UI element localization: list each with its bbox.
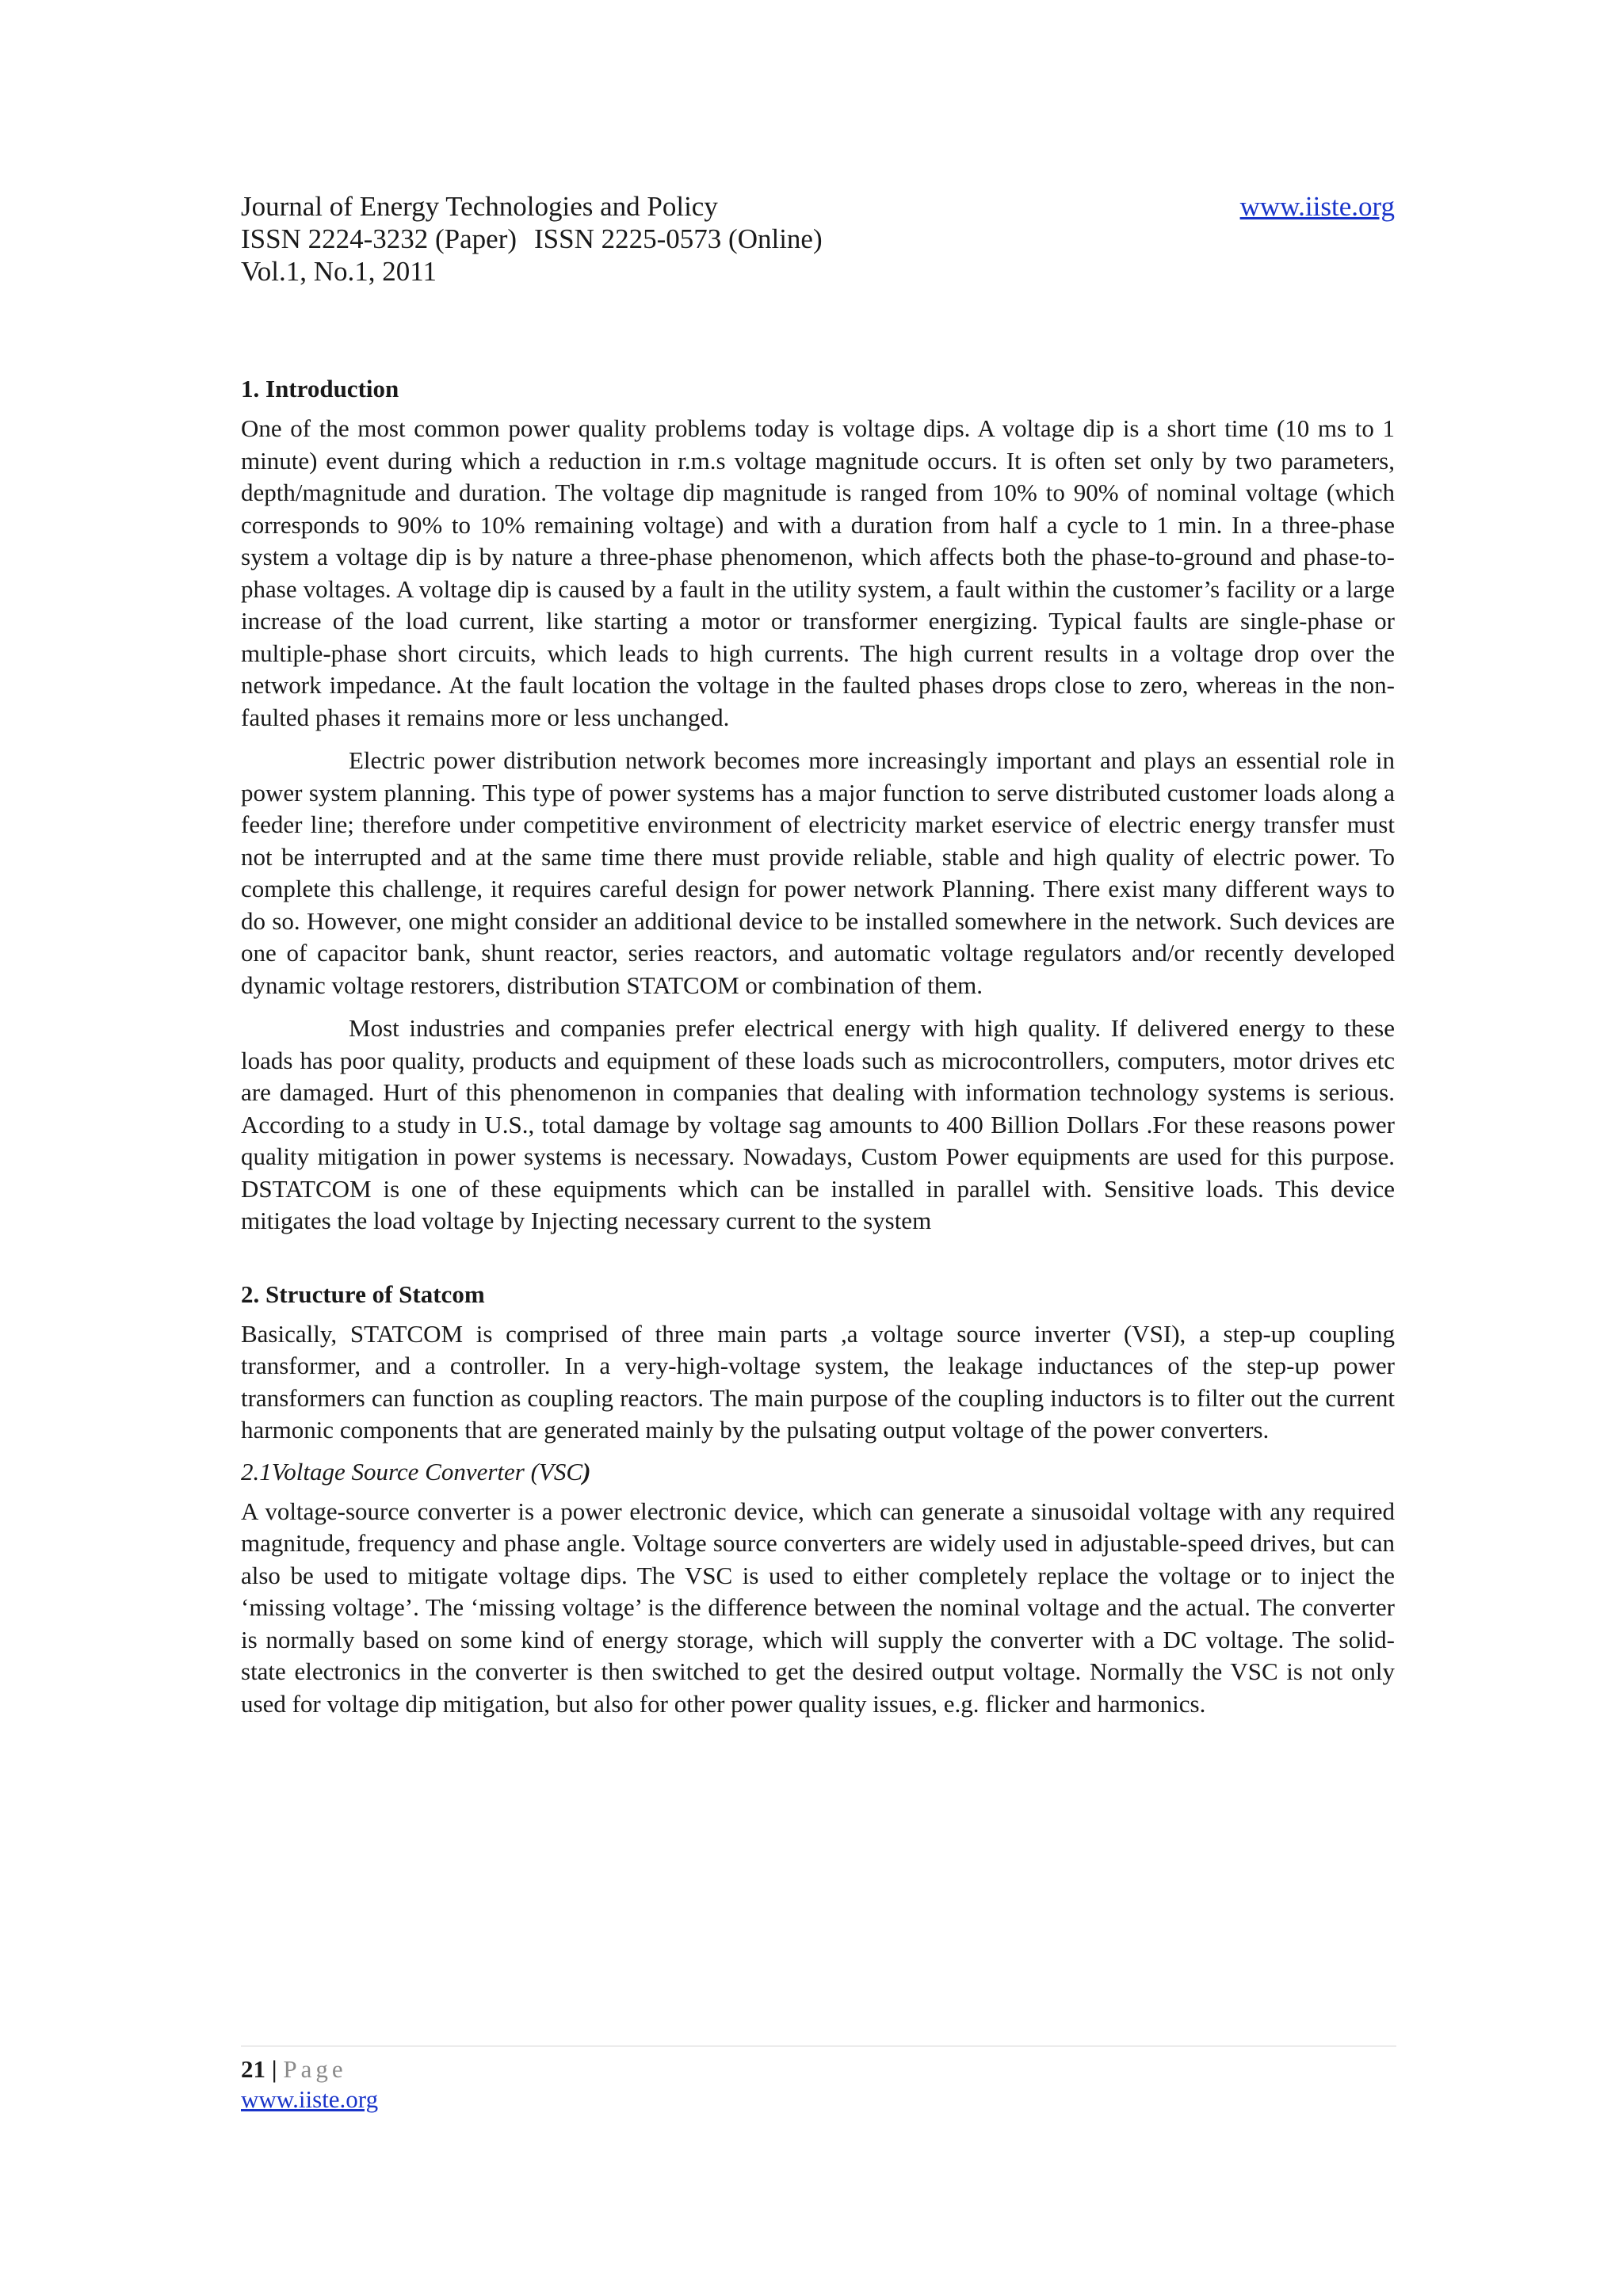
intro-paragraph-2: Electric power distribution network becomes more increasingly important and plays an essential role in power system planning. This type of power systems has a major function to serve distributed customer loads along a feeder line; therefore under competitive environment of electricity market eservice of electric energy transfer must not be interrupted and at the same time there must provide reliable, stable and high quality of electric power. To complete this challenge, it requires careful design for power network Planning. There exist many different ways to do so. However, one might consider an additional device to be installed somewhere in the network. Such devices are one of capacitor bank, shunt reactor, series reactors, and automatic voltage regulators and/or recently developed dynamic voltage restorers, distribution STATCOM or combination of them. xyxy=(241,746,1395,999)
journal-header xyxy=(241,190,1395,288)
subsection-2-1-heading xyxy=(241,1456,1395,1488)
page-label: Page xyxy=(283,2055,347,2083)
intro-paragraph-1: One of the most common power quality problems today is voltage dips. A voltage dip is a short time (10 ms to 1 minute) event during which a reduction in r.m.s voltage magnitude occurs. It is often set only by two parameters, depth/magnitude and duration. The voltage dip magnitude is ranged from 10% to 90% of nominal voltage (which corresponds to 90% to 10% remaining voltage) and with a duration from half a cycle to 1 min. In a three-phase system a voltage dip is by nature a three-phase phenomenon, which affects both the phase-to-ground and phase-to-phase voltages. A voltage dip is caused by a fault in the utility system, a fault within the customer’s facility or a large increase of the load current, like starting a motor or transformer energizing. Typical faults are single-phase or multiple-phase short circuits, which leads to high currents. The high current results in a voltage drop over the network impedance. At the fault location the voltage in the faulted phases drops close to zero, whereas in the non-faulted phases it remains more or less unchanged. xyxy=(241,414,1395,731)
journal-title: Journal of Energy Technologies and Policy xyxy=(241,191,718,222)
volume-info: Vol.1, No.1, 2011 xyxy=(241,256,437,287)
paper-page xyxy=(241,190,1395,1720)
structure-paragraph: Basically, STATCOM is comprised of three main parts ,a voltage source inverter (VSI), a step-up coupling transformer, and a controller. In a very-high-voltage system, the leakage inductances of the step-up power transformers can function as coupling reactors. The main purpose of the coupling inductors is to filter out the current harmonic components that are generated mainly by the pulsating output voltage of the power converters. xyxy=(241,1319,1395,1444)
issn-online: ISSN 2225-0573 (Online) xyxy=(534,223,823,254)
header-website-link[interactable]: www.iiste.org xyxy=(1239,191,1395,222)
footer-website-link[interactable]: www.iiste.org xyxy=(241,2085,379,2113)
page-footer xyxy=(241,2046,1396,2115)
subsection-title-end: ) xyxy=(582,1457,591,1486)
subsection-title: 2.1Voltage Source Converter (VSC xyxy=(241,1457,583,1486)
section-2-heading: 2. Structure of Statcom xyxy=(241,1280,485,1308)
vsc-paragraph: A voltage-source converter is a power electronic device, which can generate a sinusoidal voltage with any required magnitude, frequency and phase angle. Voltage source converters are widely used in adjustable-speed drives, but can also be used to mitigate voltage dips. The VSC is used to either completely replace the voltage or to inject the ‘missing voltage’. The ‘missing voltage’ is the difference between the nominal voltage and the actual. The converter is normally based on some kind of energy storage, which will supply the converter with a DC voltage. The solid-state electronics in the converter is then switched to get the desired output voltage. Normally the VSC is not only used for voltage dip mitigation, but also for other power quality issues, e.g. flicker and harmonics. xyxy=(241,1497,1395,1718)
section-1-heading: 1. Introduction xyxy=(241,375,399,402)
page-separator: | xyxy=(265,2055,284,2083)
intro-paragraph-3: Most industries and companies prefer electrical energy with high quality. If delivered energy to these loads has poor quality, products and equipment of these loads such as microcontrollers, computers, motor drives etc are damaged. Hurt of this phenomenon in companies that dealing with information technology systems is serious. According to a study in U.S., total damage by voltage sag amounts to 400 Billion Dollars .For these reasons power quality mitigation in power systems is necessary. Nowadays, Custom Power equipments are used for this purpose. DSTATCOM is one of these equipments which can be installed in parallel with. Sensitive loads. This device mitigates the load voltage by Injecting necessary current to the system xyxy=(241,1014,1395,1234)
issn-line xyxy=(241,223,1395,255)
page-number-line xyxy=(241,2055,347,2083)
issn-paper: ISSN 2224-3232 (Paper) xyxy=(241,223,517,254)
page-number: 21 xyxy=(241,2055,265,2083)
